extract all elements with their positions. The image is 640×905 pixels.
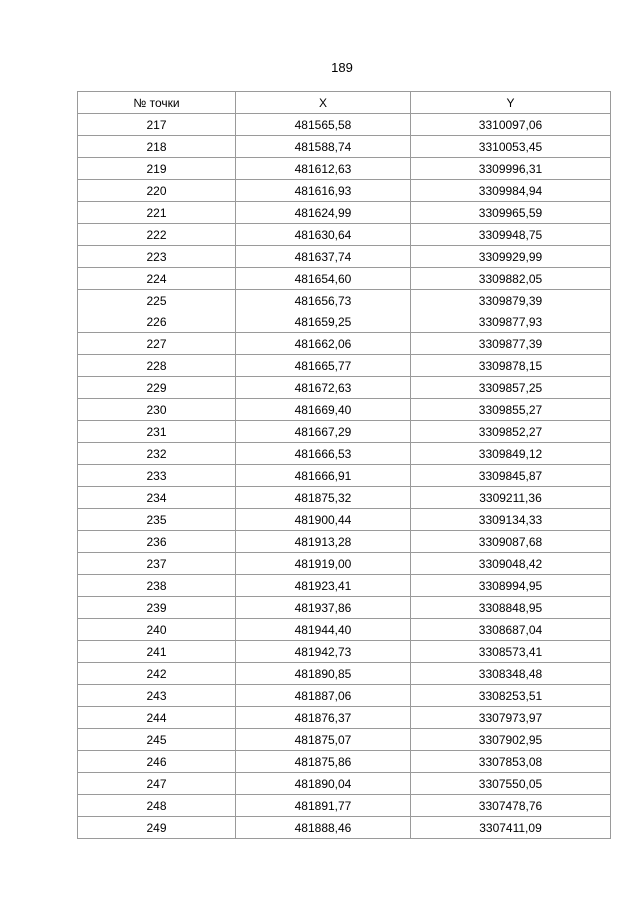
point-number-cell: 226 [78, 311, 236, 333]
x-cell: 481937,86 [236, 597, 411, 619]
y-cell: 3307853,08 [411, 751, 611, 773]
table-row [78, 377, 611, 399]
table-row [78, 663, 611, 685]
point-number-cell: 241 [78, 641, 236, 663]
x-cell: 481890,85 [236, 663, 411, 685]
table-row [78, 641, 611, 663]
x-cell: 481665,77 [236, 355, 411, 377]
y-cell: 3309134,33 [411, 509, 611, 531]
table-row [78, 290, 611, 312]
y-cell: 3308348,48 [411, 663, 611, 685]
y-cell: 3307411,09 [411, 817, 611, 839]
x-cell: 481630,64 [236, 224, 411, 246]
point-number-cell: 233 [78, 465, 236, 487]
x-cell: 481666,53 [236, 443, 411, 465]
x-cell: 481890,04 [236, 773, 411, 795]
coordinates-table [77, 91, 611, 839]
point-number-cell: 239 [78, 597, 236, 619]
y-cell: 3309965,59 [411, 202, 611, 224]
y-cell: 3309882,05 [411, 268, 611, 290]
table-row [78, 817, 611, 839]
point-number-cell: 243 [78, 685, 236, 707]
point-number-cell: 227 [78, 333, 236, 355]
table-row [78, 311, 611, 333]
x-cell: 481919,00 [236, 553, 411, 575]
x-cell: 481672,63 [236, 377, 411, 399]
table-body [78, 114, 611, 839]
x-cell: 481944,40 [236, 619, 411, 641]
x-cell: 481891,77 [236, 795, 411, 817]
table-row [78, 421, 611, 443]
y-cell: 3309857,25 [411, 377, 611, 399]
table-row [78, 465, 611, 487]
x-cell: 481588,74 [236, 136, 411, 158]
point-number-cell: 219 [78, 158, 236, 180]
table-row [78, 729, 611, 751]
x-cell: 481659,25 [236, 311, 411, 333]
x-cell: 481612,63 [236, 158, 411, 180]
x-cell: 481667,29 [236, 421, 411, 443]
x-cell: 481876,37 [236, 707, 411, 729]
y-cell: 3307550,05 [411, 773, 611, 795]
y-cell: 3309877,93 [411, 311, 611, 333]
point-number-cell: 224 [78, 268, 236, 290]
y-cell: 3309852,27 [411, 421, 611, 443]
y-cell: 3308573,41 [411, 641, 611, 663]
y-cell: 3309849,12 [411, 443, 611, 465]
header-y: Y [411, 92, 611, 114]
point-number-cell: 238 [78, 575, 236, 597]
x-cell: 481913,28 [236, 531, 411, 553]
table-row [78, 114, 611, 136]
point-number-cell: 228 [78, 355, 236, 377]
point-number-cell: 229 [78, 377, 236, 399]
x-cell: 481656,73 [236, 290, 411, 312]
table-row [78, 136, 611, 158]
point-number-cell: 247 [78, 773, 236, 795]
y-cell: 3310097,06 [411, 114, 611, 136]
table-row [78, 531, 611, 553]
point-number-cell: 246 [78, 751, 236, 773]
header-x: X [236, 92, 411, 114]
table-row [78, 246, 611, 268]
y-cell: 3309087,68 [411, 531, 611, 553]
table-row [78, 619, 611, 641]
y-cell: 3310053,45 [411, 136, 611, 158]
x-cell: 481923,41 [236, 575, 411, 597]
x-cell: 481887,06 [236, 685, 411, 707]
y-cell: 3307902,95 [411, 729, 611, 751]
point-number-cell: 225 [78, 290, 236, 312]
table-row [78, 707, 611, 729]
table-row [78, 575, 611, 597]
table-row [78, 158, 611, 180]
point-number-cell: 240 [78, 619, 236, 641]
table-row [78, 553, 611, 575]
point-number-cell: 234 [78, 487, 236, 509]
table-row [78, 333, 611, 355]
table-header-row [78, 92, 611, 114]
x-cell: 481875,32 [236, 487, 411, 509]
y-cell: 3309948,75 [411, 224, 611, 246]
table-row [78, 355, 611, 377]
point-number-cell: 249 [78, 817, 236, 839]
x-cell: 481666,91 [236, 465, 411, 487]
y-cell: 3308994,95 [411, 575, 611, 597]
x-cell: 481669,40 [236, 399, 411, 421]
x-cell: 481637,74 [236, 246, 411, 268]
point-number-cell: 230 [78, 399, 236, 421]
point-number-cell: 232 [78, 443, 236, 465]
y-cell: 3308848,95 [411, 597, 611, 619]
point-number-cell: 220 [78, 180, 236, 202]
y-cell: 3309048,42 [411, 553, 611, 575]
y-cell: 3309845,87 [411, 465, 611, 487]
x-cell: 481624,99 [236, 202, 411, 224]
page-number: 189 [331, 60, 353, 75]
point-number-cell: 222 [78, 224, 236, 246]
x-cell: 481654,60 [236, 268, 411, 290]
point-number-cell: 244 [78, 707, 236, 729]
y-cell: 3307973,97 [411, 707, 611, 729]
point-number-cell: 223 [78, 246, 236, 268]
y-cell: 3309878,15 [411, 355, 611, 377]
point-number-cell: 221 [78, 202, 236, 224]
table-row [78, 751, 611, 773]
x-cell: 481875,86 [236, 751, 411, 773]
x-cell: 481565,58 [236, 114, 411, 136]
x-cell: 481616,93 [236, 180, 411, 202]
y-cell: 3308687,04 [411, 619, 611, 641]
table-row [78, 795, 611, 817]
table-row [78, 224, 611, 246]
point-number-cell: 231 [78, 421, 236, 443]
table-row [78, 180, 611, 202]
point-number-cell: 236 [78, 531, 236, 553]
table-row [78, 399, 611, 421]
point-number-cell: 217 [78, 114, 236, 136]
header-point-number: № точки [78, 92, 236, 114]
y-cell: 3308253,51 [411, 685, 611, 707]
y-cell: 3309929,99 [411, 246, 611, 268]
y-cell: 3309984,94 [411, 180, 611, 202]
table-row [78, 202, 611, 224]
point-number-cell: 218 [78, 136, 236, 158]
y-cell: 3309855,27 [411, 399, 611, 421]
x-cell: 481900,44 [236, 509, 411, 531]
y-cell: 3309879,39 [411, 290, 611, 312]
point-number-cell: 248 [78, 795, 236, 817]
point-number-cell: 242 [78, 663, 236, 685]
y-cell: 3307478,76 [411, 795, 611, 817]
point-number-cell: 237 [78, 553, 236, 575]
x-cell: 481662,06 [236, 333, 411, 355]
table-row [78, 443, 611, 465]
y-cell: 3309996,31 [411, 158, 611, 180]
point-number-cell: 245 [78, 729, 236, 751]
x-cell: 481875,07 [236, 729, 411, 751]
point-number-cell: 235 [78, 509, 236, 531]
table-row [78, 509, 611, 531]
y-cell: 3309877,39 [411, 333, 611, 355]
table-row [78, 597, 611, 619]
y-cell: 3309211,36 [411, 487, 611, 509]
x-cell: 481942,73 [236, 641, 411, 663]
table-row [78, 268, 611, 290]
table-row [78, 685, 611, 707]
table-row [78, 773, 611, 795]
table-row [78, 487, 611, 509]
x-cell: 481888,46 [236, 817, 411, 839]
